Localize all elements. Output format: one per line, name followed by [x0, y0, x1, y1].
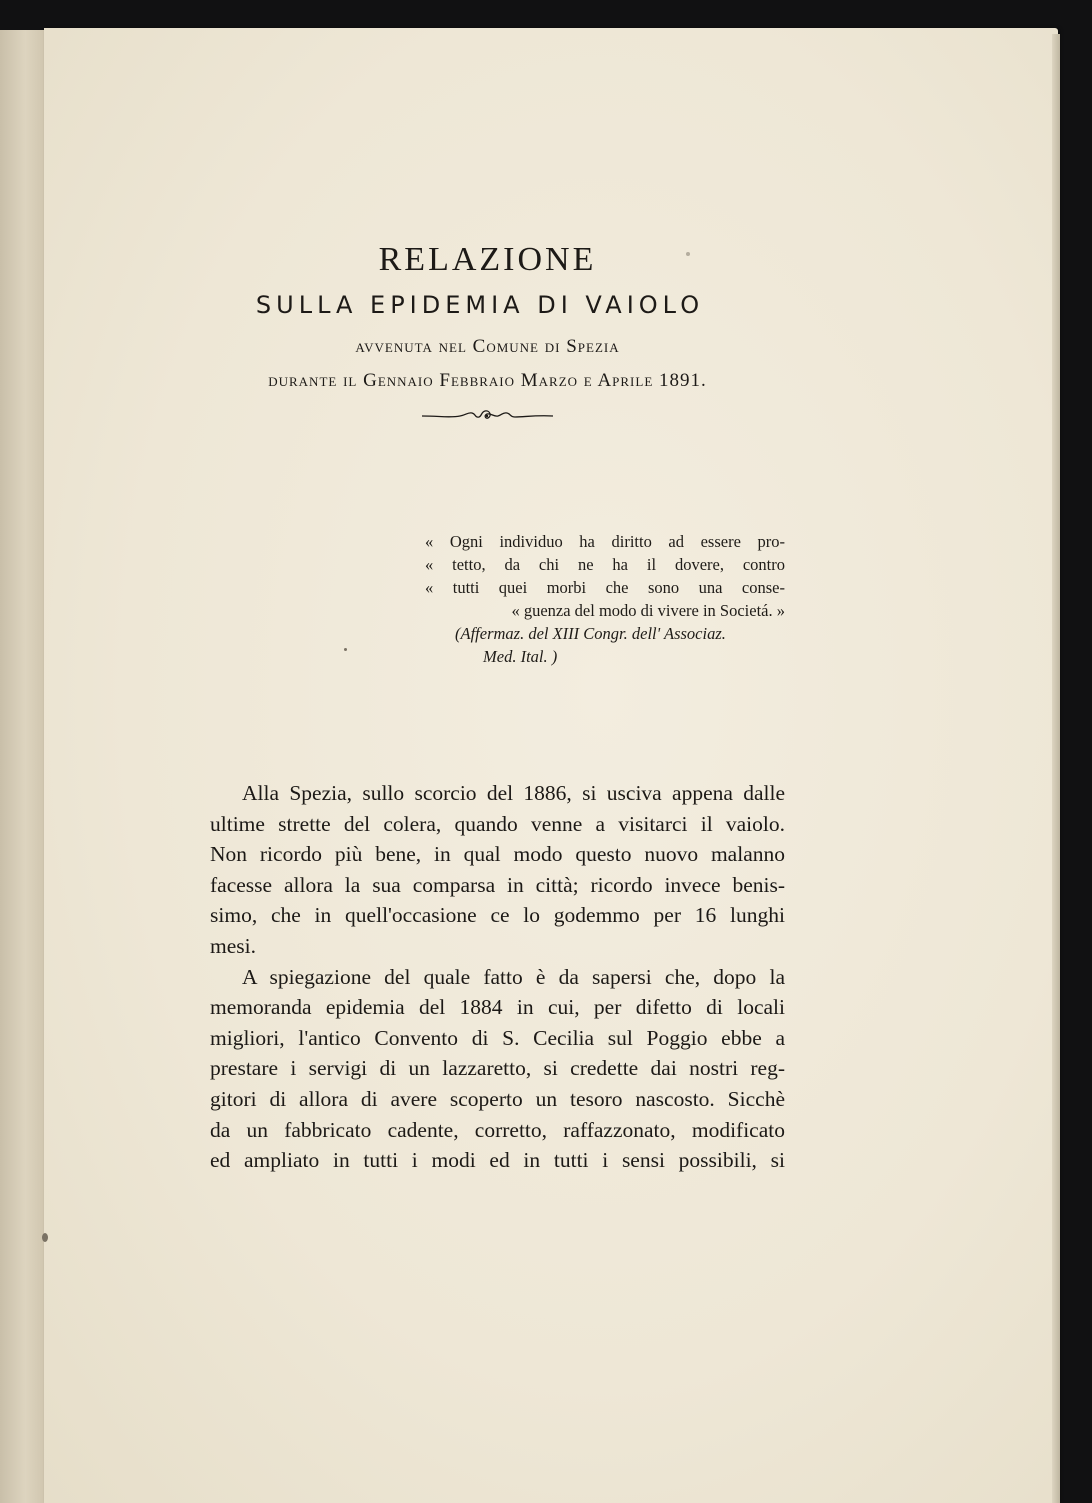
paragraph-line: memoranda epidemia del 1884 in cui, per difetto di locali [210, 995, 785, 1020]
page-title: RELAZIONE [378, 241, 597, 278]
paragraph-line: prestare i servigi di un lazzaretto, si credette dai nostri reg- [210, 1056, 785, 1081]
paragraph-line: simo, che in quell'occasione ce lo godemmo per 16 lunghi [210, 903, 785, 928]
epigraph-attribution: (Affermaz. del XIII Congr. dell' Associaz. [455, 624, 726, 643]
paragraph-line: facesse allora la sua comparsa in città; ricordo invece benis- [210, 872, 785, 897]
paragraph-line: da un fabbricato cadente, corretto, raffazzonato, modificato [210, 1117, 785, 1142]
paragraph-line: Non ricordo più bene, in qual modo questo nuovo malanno [210, 842, 785, 867]
paragraph-line: ultime strette del colera, quando venne a visitarci il vaiolo. [210, 811, 785, 836]
paragraph-line: mesi. [210, 933, 256, 958]
period-line: durante il Gennaio Febbraio Marzo e Aprile 1891. [268, 370, 707, 391]
ornament-divider-icon [420, 407, 555, 423]
paragraph-line: Alla Spezia, sullo scorcio del 1886, si usciva appena dalle [242, 781, 785, 805]
epigraph-line: « Ogni individuo ha diritto ad essere pro- [425, 532, 785, 551]
body-text [210, 778, 785, 1176]
paragraph-line: migliori, l'antico Convento di S. Cecilia sul Poggio ebbe a [210, 1025, 785, 1050]
paragraph-line: gitori di allora di avere scoperto un tesoro nascosto. Sicchè [210, 1086, 785, 1111]
epigraph-attribution: Med. Ital. ) [483, 647, 558, 666]
page-speck [344, 648, 347, 651]
epigraph [425, 530, 785, 668]
page-speck [42, 1233, 48, 1242]
epigraph-line: « tutti quei morbi che sono una conse- [425, 578, 785, 597]
paragraph-line: A spiegazione del quale fatto è da sapersi che, dopo la [242, 964, 785, 989]
epigraph-line: « guenza del modo di vivere in Societá. » [511, 601, 785, 620]
paragraph-line: ed ampliato in tutti i modi ed in tutti i sensi possibili, si [210, 1148, 785, 1173]
locale-line: avvenuta nel Comune di Spezia [355, 336, 620, 357]
page-subtitle: SULLA EPIDEMIA DI VAIOLO [255, 291, 705, 319]
epigraph-line: « tetto, da chi ne ha il dovere, contro [425, 555, 785, 574]
page-edge [1052, 34, 1060, 1503]
